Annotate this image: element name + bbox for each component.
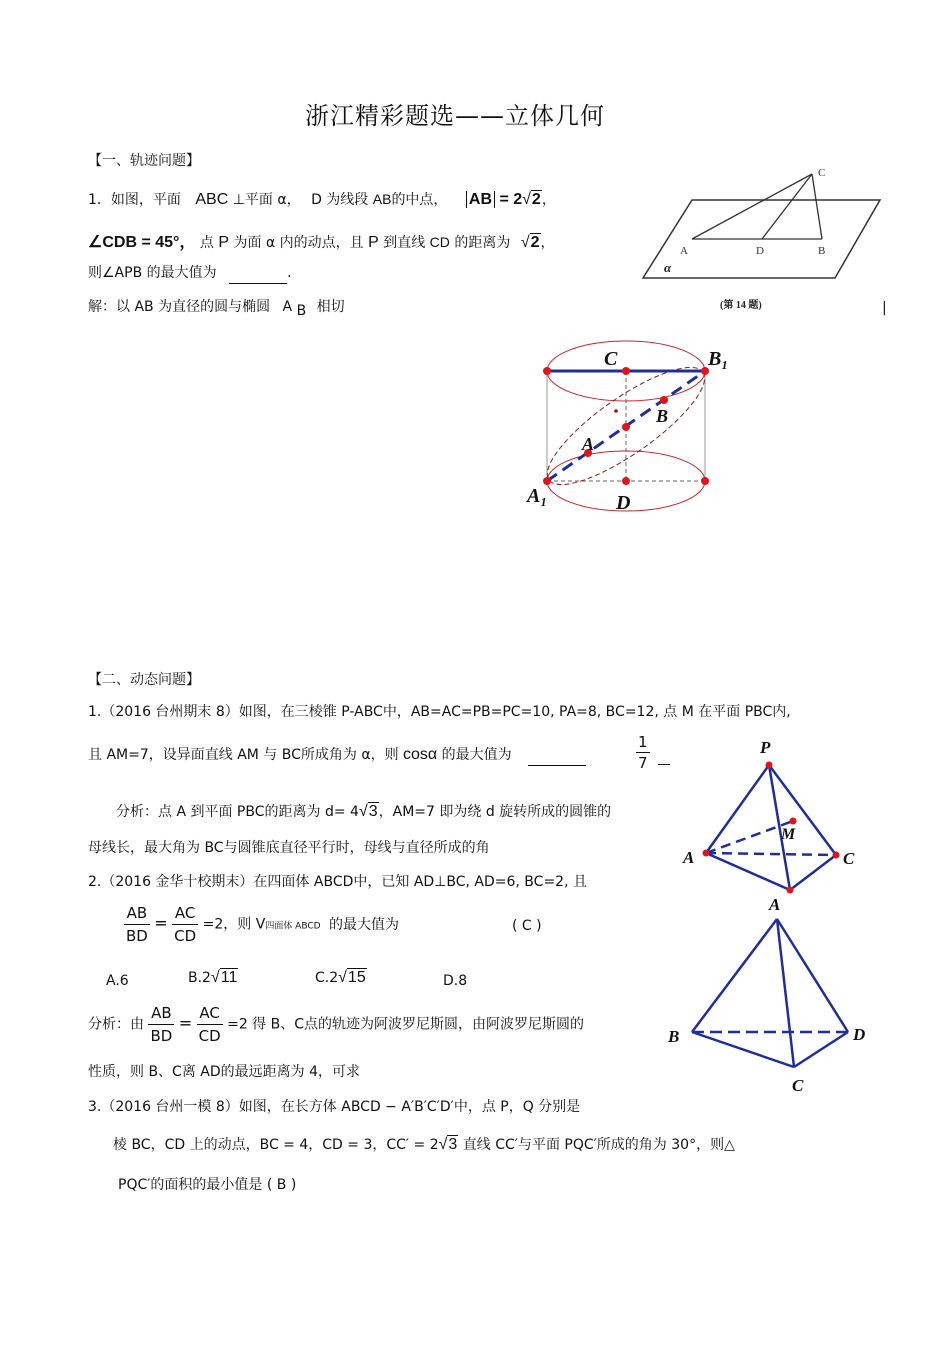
q2-options [106, 971, 129, 991]
q2-answer: ( C ) [512, 918, 542, 934]
label-c: C [604, 348, 618, 370]
q1-answer-fraction: $\frac{1}{7}$ [638, 733, 648, 772]
figure-caption: (第 14 题) [720, 300, 762, 311]
label-a: A [683, 848, 695, 867]
q3-line-3: PQC′的面积的最小值是 ( B ) [118, 1177, 297, 1193]
figure-tetrahedron [660, 895, 880, 1100]
q1-answer-tail [658, 764, 670, 765]
label-d: D [756, 245, 764, 257]
point-b [787, 887, 794, 894]
q2-analysis-line-2: 性质，则 B、C离 AD的最远距离为 4，可求 [88, 1064, 360, 1080]
point-center [622, 423, 630, 431]
option-c: C.2√15 [315, 969, 366, 986]
label-b: B [668, 1027, 680, 1046]
option-b: B.2√11 [188, 969, 238, 986]
figure-pyramid [675, 735, 875, 900]
q2-line-1: 2.（2016 金华十校期末）在四面体 ABCD中，已知 AD⊥BC, AD=6, BC=2, 且 [88, 874, 587, 890]
label-b1: B₁ [708, 348, 729, 370]
label-alpha: α [664, 260, 672, 275]
figure-cylinder [520, 330, 740, 520]
q2-condition: $\frac{AB}{BD}$ = $\frac{AC}{CD}$ =2，则 V四面体 ABCD 的最大值为 [126, 904, 400, 945]
label-a: A [582, 434, 595, 454]
figure-plane-triangle [640, 160, 890, 320]
label-c: C [843, 849, 855, 868]
point-a1 [543, 477, 551, 485]
label-b: B [656, 406, 669, 426]
label-c: C [792, 1076, 804, 1095]
label-d: D [853, 1025, 866, 1044]
edge-bc [692, 1032, 794, 1067]
segment-dc [762, 174, 812, 239]
q3-line-2: 棱 BC，CD 上的动点，BC = 4，CD = 3，CC′ = 2√3 直线 CC′与平面 PQC′所成的角为 30°，则△ [113, 1136, 735, 1153]
problem-1-line-1: 1．如图，平面 ABC ⊥平面 α， D 为线段 AB的中点， AB = 2√2， [88, 191, 556, 208]
option-a: A.6 [106, 973, 129, 989]
page-title: 浙江精彩题选——立体几何 [305, 102, 605, 130]
q3-line-1: 3.（2016 台州一模 8）如图，在长方体 ABCD − A′B′C′D′中，点 P，Q 分别是 [88, 1099, 581, 1115]
edge-bc [790, 855, 836, 890]
problem-1-line-3: 则∠APB 的最大值为 . [88, 263, 292, 284]
edge-cd [794, 1032, 848, 1067]
label-a: A [769, 895, 781, 914]
edge-pc [769, 765, 836, 855]
point-small [614, 409, 618, 413]
label-b: B [818, 245, 826, 257]
point-top-center [622, 367, 630, 375]
problem-1-line-2: ∠CDB = 45°， 点 P 为面 α 内的动点，且 P 到直线 CD 的距离为 √2， [88, 234, 555, 251]
point-top-left [543, 367, 551, 375]
q1-analysis-line-2: 母线长，最大角为 BC与圆锥底直径平行时，母线与直径所成的角 [88, 840, 490, 856]
q1-line-2: 且 AM=7，设异面直线 AM 与 BC所成角为 α，则 cosα 的最大值为 [88, 745, 586, 766]
point-a [703, 850, 710, 857]
edge-ab [692, 919, 777, 1032]
answer-blank [229, 263, 287, 284]
label-p: P [760, 738, 771, 757]
point-bottom-right [701, 477, 709, 485]
label-m: M [781, 826, 796, 843]
q2-analysis-line-1: 分析：由 $\frac{AB}{BD}$ = $\frac{AC}{CD}$ =2 得 B、C点的轨迹为阿波罗尼斯圆，由阿波罗尼斯圆的 [88, 1004, 585, 1045]
point-d [622, 477, 630, 485]
q1-analysis-line-1: 分析：点 A 到平面 PBC的距离为 d= 4√3，AM=7 即为绕 d 旋转所成的圆锥的 [116, 803, 612, 820]
edge-pa [706, 765, 769, 853]
option-d: D.8 [443, 973, 468, 989]
section-heading-2: 【二、动态问题】 [88, 672, 200, 688]
section-heading-1: 【一、轨迹问题】 [88, 153, 200, 169]
label-a1: A₁ [527, 485, 548, 507]
label-c: C [818, 167, 826, 179]
solution-1: 解：以 AB 为直径的圆与椭圆 A B 相切 [88, 299, 345, 319]
point-c [833, 852, 840, 859]
segment-ac [692, 174, 812, 239]
edge-ac [706, 853, 836, 855]
label-d: D [616, 492, 631, 514]
point-m [790, 818, 797, 825]
edge-ab [706, 853, 790, 890]
right-edge-mark: | [882, 300, 887, 316]
point-p [766, 762, 773, 769]
label-a: A [680, 245, 688, 257]
segment-bc [812, 174, 822, 239]
q1-line-1: 1.（2016 台州期末 8）如图，在三棱锥 P-ABC中，AB=AC=PB=PC=10, PA=8, BC=12, 点 M 在平面 PBC内, [88, 704, 791, 720]
point-b [660, 396, 668, 404]
